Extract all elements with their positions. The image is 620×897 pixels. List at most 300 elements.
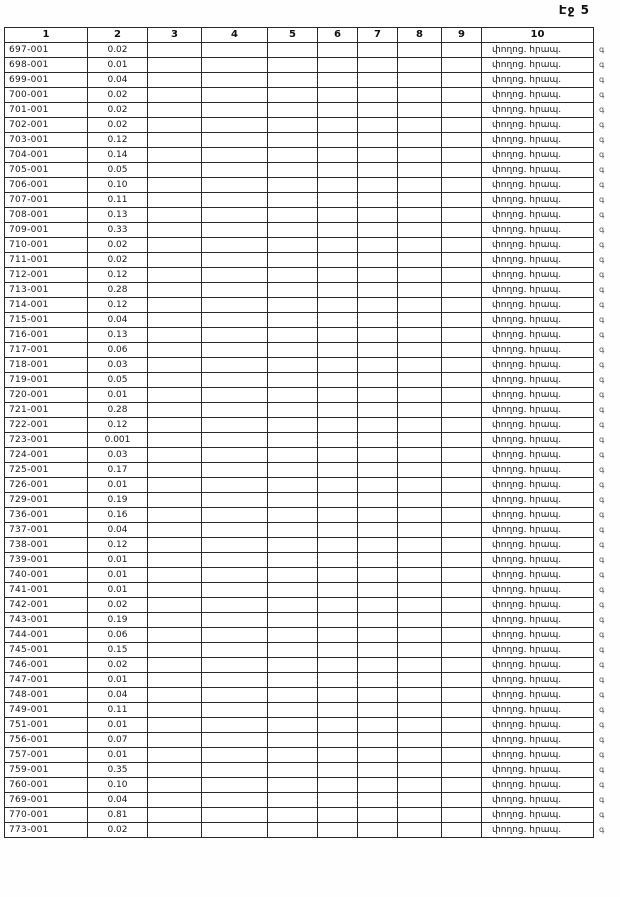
row-id-cell: 745-001 (5, 643, 88, 658)
note-cell: փողոց. հրապ. (482, 688, 594, 703)
empty-cell (442, 358, 482, 373)
empty-cell (442, 508, 482, 523)
empty-cell (318, 538, 358, 553)
value-cell: 0.04 (88, 73, 148, 88)
row-id-cell: 744-001 (5, 628, 88, 643)
empty-cell (148, 613, 202, 628)
value-cell: 0.01 (88, 748, 148, 763)
empty-cell (202, 208, 268, 223)
empty-cell (148, 673, 202, 688)
empty-cell (318, 403, 358, 418)
empty-cell (358, 688, 398, 703)
empty-cell (268, 433, 318, 448)
note-cell: փողոց. հրապ. (482, 283, 594, 298)
note-cell: փողոց. հրապ. (482, 73, 594, 88)
empty-cell (358, 778, 398, 793)
empty-cell (442, 328, 482, 343)
value-cell: 0.02 (88, 823, 148, 838)
note-cell: փողոց. հրապ. (482, 478, 594, 493)
note-cell: փողոց. հրապ. (482, 418, 594, 433)
row-id-cell: 700-001 (5, 88, 88, 103)
note-cell: փողոց. հրապ. (482, 148, 594, 163)
empty-cell (318, 343, 358, 358)
margin-mark: գ (599, 600, 605, 609)
table-row (5, 43, 618, 58)
empty-cell (358, 538, 398, 553)
row-id-cell: 736-001 (5, 508, 88, 523)
empty-cell (398, 823, 442, 838)
empty-cell (148, 523, 202, 538)
empty-cell (202, 88, 268, 103)
empty-cell (442, 268, 482, 283)
margin-mark: գ (599, 285, 605, 294)
value-cell: 0.13 (88, 328, 148, 343)
note-cell: փողոց. հրապ. (482, 703, 594, 718)
row-id-cell: 757-001 (5, 748, 88, 763)
margin-mark: գ (599, 270, 605, 279)
empty-cell (358, 388, 398, 403)
empty-cell (268, 703, 318, 718)
value-cell: 0.13 (88, 208, 148, 223)
empty-cell (268, 688, 318, 703)
empty-cell (442, 163, 482, 178)
empty-cell (442, 703, 482, 718)
empty-cell (268, 568, 318, 583)
margin-mark: գ (599, 570, 605, 579)
margin-mark: գ (599, 585, 605, 594)
margin-mark: գ (599, 825, 605, 834)
row-id-cell: 743-001 (5, 613, 88, 628)
margin-mark: գ (599, 330, 605, 339)
empty-cell (358, 808, 398, 823)
empty-cell (318, 73, 358, 88)
table-row (5, 343, 618, 358)
note-cell: փողոց. հրապ. (482, 808, 594, 823)
empty-cell (268, 283, 318, 298)
value-cell: 0.12 (88, 133, 148, 148)
empty-cell (202, 688, 268, 703)
empty-cell (442, 118, 482, 133)
empty-cell (442, 403, 482, 418)
table-row (5, 88, 618, 103)
table-row (5, 493, 618, 508)
table-header-row (5, 28, 618, 43)
empty-cell (268, 478, 318, 493)
empty-cell (268, 748, 318, 763)
empty-cell (268, 73, 318, 88)
empty-cell (398, 733, 442, 748)
note-cell: փողոց. հրապ. (482, 43, 594, 58)
row-id-cell: 704-001 (5, 148, 88, 163)
empty-cell (202, 148, 268, 163)
margin-mark: գ (599, 765, 605, 774)
margin-mark: գ (599, 525, 605, 534)
note-cell: փողոց. հրապ. (482, 343, 594, 358)
empty-cell (318, 733, 358, 748)
table-row (5, 643, 618, 658)
empty-cell (202, 163, 268, 178)
empty-cell (318, 88, 358, 103)
empty-cell (318, 568, 358, 583)
row-id-cell: 756-001 (5, 733, 88, 748)
empty-cell (442, 793, 482, 808)
row-id-cell: 770-001 (5, 808, 88, 823)
note-cell: փողոց. հրապ. (482, 403, 594, 418)
margin-mark: գ (599, 375, 605, 384)
empty-cell (148, 103, 202, 118)
note-cell: փողոց. հրապ. (482, 238, 594, 253)
empty-cell (398, 778, 442, 793)
note-cell: փողոց. հրապ. (482, 313, 594, 328)
empty-cell (148, 238, 202, 253)
empty-cell (148, 643, 202, 658)
empty-cell (318, 688, 358, 703)
empty-cell (442, 718, 482, 733)
empty-cell (202, 403, 268, 418)
empty-cell (148, 418, 202, 433)
empty-cell (358, 73, 398, 88)
margin-mark: գ (599, 510, 605, 519)
empty-cell (148, 43, 202, 58)
empty-cell (442, 463, 482, 478)
empty-cell (148, 403, 202, 418)
note-cell: փողոց. հրապ. (482, 568, 594, 583)
empty-cell (358, 598, 398, 613)
margin-mark: գ (599, 720, 605, 729)
empty-cell (398, 388, 442, 403)
empty-cell (202, 778, 268, 793)
margin-mark: գ (599, 540, 605, 549)
empty-cell (442, 373, 482, 388)
empty-cell (148, 358, 202, 373)
row-id-cell: 711-001 (5, 253, 88, 268)
empty-cell (318, 418, 358, 433)
empty-cell (148, 73, 202, 88)
value-cell: 0.03 (88, 448, 148, 463)
empty-cell (398, 553, 442, 568)
empty-cell (442, 583, 482, 598)
row-id-cell: 769-001 (5, 793, 88, 808)
empty-cell (398, 703, 442, 718)
empty-cell (268, 208, 318, 223)
margin-mark: գ (599, 45, 605, 54)
note-cell: փողոց. հրապ. (482, 493, 594, 508)
empty-cell (148, 628, 202, 643)
empty-cell (202, 268, 268, 283)
empty-cell (318, 358, 358, 373)
empty-cell (442, 613, 482, 628)
empty-cell (358, 253, 398, 268)
row-id-cell: 707-001 (5, 193, 88, 208)
empty-cell (358, 673, 398, 688)
value-cell: 0.11 (88, 703, 148, 718)
note-cell: փողոց. հրապ. (482, 628, 594, 643)
margin-mark: գ (599, 180, 605, 189)
value-cell: 0.04 (88, 523, 148, 538)
empty-cell (268, 553, 318, 568)
empty-cell (318, 433, 358, 448)
empty-cell (442, 283, 482, 298)
margin-mark: գ (599, 165, 605, 174)
note-cell: փողոց. հրապ. (482, 763, 594, 778)
empty-cell (318, 58, 358, 73)
margin-mark: գ (599, 90, 605, 99)
value-cell: 0.19 (88, 613, 148, 628)
table-row (5, 613, 618, 628)
empty-cell (202, 133, 268, 148)
note-cell: փողոց. հրապ. (482, 463, 594, 478)
empty-cell (268, 463, 318, 478)
empty-cell (268, 388, 318, 403)
empty-cell (442, 313, 482, 328)
empty-cell (358, 403, 398, 418)
empty-cell (318, 583, 358, 598)
margin-mark: գ (599, 315, 605, 324)
empty-cell (202, 598, 268, 613)
row-id-cell: 773-001 (5, 823, 88, 838)
margin-mark: գ (599, 750, 605, 759)
table-row (5, 538, 618, 553)
empty-cell (398, 613, 442, 628)
table-row (5, 403, 618, 418)
empty-cell (398, 463, 442, 478)
empty-cell (358, 238, 398, 253)
empty-cell (202, 508, 268, 523)
empty-cell (318, 763, 358, 778)
empty-cell (318, 508, 358, 523)
empty-cell (268, 538, 318, 553)
empty-cell (268, 718, 318, 733)
empty-cell (268, 583, 318, 598)
empty-cell (398, 658, 442, 673)
empty-cell (358, 103, 398, 118)
table-row (5, 733, 618, 748)
empty-cell (148, 388, 202, 403)
note-cell: փողոց. հրապ. (482, 718, 594, 733)
row-id-cell: 725-001 (5, 463, 88, 478)
empty-cell (318, 43, 358, 58)
empty-cell (398, 358, 442, 373)
column-header: 7 (358, 28, 398, 43)
table-row (5, 463, 618, 478)
empty-cell (268, 418, 318, 433)
margin-mark: գ (599, 300, 605, 309)
empty-cell (148, 553, 202, 568)
value-cell: 0.02 (88, 238, 148, 253)
empty-cell (358, 148, 398, 163)
empty-cell (398, 403, 442, 418)
note-cell: փողոց. հրապ. (482, 58, 594, 73)
table-row (5, 718, 618, 733)
margin-mark: գ (599, 210, 605, 219)
empty-cell (442, 643, 482, 658)
table-row (5, 223, 618, 238)
table-row (5, 238, 618, 253)
empty-cell (358, 568, 398, 583)
empty-cell (268, 223, 318, 238)
note-cell: փողոց. հրապ. (482, 253, 594, 268)
empty-cell (148, 538, 202, 553)
empty-cell (358, 613, 398, 628)
row-id-cell: 717-001 (5, 343, 88, 358)
empty-cell (202, 493, 268, 508)
value-cell: 0.02 (88, 118, 148, 133)
empty-cell (398, 73, 442, 88)
row-id-cell: 738-001 (5, 538, 88, 553)
empty-cell (268, 313, 318, 328)
empty-cell (358, 223, 398, 238)
empty-cell (148, 658, 202, 673)
empty-cell (358, 328, 398, 343)
empty-cell (202, 613, 268, 628)
note-cell: փողոց. հրապ. (482, 523, 594, 538)
row-id-cell: 759-001 (5, 763, 88, 778)
empty-cell (202, 568, 268, 583)
empty-cell (398, 238, 442, 253)
row-id-cell: 702-001 (5, 118, 88, 133)
empty-cell (318, 103, 358, 118)
empty-cell (268, 88, 318, 103)
value-cell: 0.06 (88, 628, 148, 643)
empty-cell (148, 253, 202, 268)
empty-cell (202, 748, 268, 763)
table-row (5, 103, 618, 118)
empty-cell (202, 283, 268, 298)
empty-cell (202, 433, 268, 448)
empty-cell (318, 778, 358, 793)
table-body (5, 43, 618, 838)
empty-cell (318, 118, 358, 133)
empty-cell (398, 763, 442, 778)
empty-cell (268, 733, 318, 748)
empty-cell (148, 298, 202, 313)
empty-cell (148, 268, 202, 283)
row-id-cell: 716-001 (5, 328, 88, 343)
note-cell: փողոց. հրապ. (482, 178, 594, 193)
margin-mark: գ (599, 435, 605, 444)
empty-cell (398, 418, 442, 433)
value-cell: 0.06 (88, 343, 148, 358)
empty-cell (358, 733, 398, 748)
empty-cell (398, 103, 442, 118)
empty-cell (202, 523, 268, 538)
empty-cell (202, 538, 268, 553)
empty-cell (442, 73, 482, 88)
empty-cell (358, 433, 398, 448)
empty-cell (318, 643, 358, 658)
empty-cell (358, 268, 398, 283)
value-cell: 0.02 (88, 103, 148, 118)
table-row (5, 628, 618, 643)
margin-mark: գ (599, 420, 605, 429)
empty-cell (398, 118, 442, 133)
note-cell: փողոց. հրապ. (482, 193, 594, 208)
note-cell: փողոց. հրապ. (482, 538, 594, 553)
note-cell: փողոց. հրապ. (482, 433, 594, 448)
table-row (5, 823, 618, 838)
empty-cell (398, 688, 442, 703)
margin-mark: գ (599, 225, 605, 234)
margin-mark: գ (599, 345, 605, 354)
value-cell: 0.11 (88, 193, 148, 208)
note-cell: փողոց. հրապ. (482, 598, 594, 613)
empty-cell (442, 343, 482, 358)
empty-cell (202, 793, 268, 808)
note-cell: փողոց. հրապ. (482, 673, 594, 688)
margin-mark: գ (599, 255, 605, 264)
empty-cell (318, 283, 358, 298)
value-cell: 0.04 (88, 313, 148, 328)
data-table (4, 27, 618, 838)
empty-cell (398, 148, 442, 163)
empty-cell (318, 268, 358, 283)
empty-cell (442, 733, 482, 748)
table-row (5, 478, 618, 493)
empty-cell (442, 253, 482, 268)
empty-cell (358, 358, 398, 373)
empty-cell (148, 508, 202, 523)
empty-cell (442, 538, 482, 553)
note-cell: փողոց. հրապ. (482, 163, 594, 178)
margin-mark: գ (599, 135, 605, 144)
table-row (5, 793, 618, 808)
note-cell: փողոց. հրապ. (482, 733, 594, 748)
empty-cell (202, 763, 268, 778)
empty-cell (442, 763, 482, 778)
column-header: 1 (5, 28, 88, 43)
value-cell: 0.001 (88, 433, 148, 448)
empty-cell (358, 283, 398, 298)
empty-cell (148, 343, 202, 358)
empty-cell (358, 58, 398, 73)
table-row (5, 73, 618, 88)
empty-cell (202, 343, 268, 358)
empty-cell (398, 223, 442, 238)
value-cell: 0.03 (88, 358, 148, 373)
empty-cell (398, 43, 442, 58)
empty-cell (398, 178, 442, 193)
empty-cell (442, 673, 482, 688)
table-row (5, 298, 618, 313)
note-cell: փողոց. հրապ. (482, 778, 594, 793)
empty-cell (442, 43, 482, 58)
empty-cell (202, 463, 268, 478)
empty-cell (442, 823, 482, 838)
empty-cell (358, 793, 398, 808)
empty-cell (442, 598, 482, 613)
column-header: 8 (398, 28, 442, 43)
value-cell: 0.02 (88, 253, 148, 268)
empty-cell (268, 613, 318, 628)
row-id-cell: 713-001 (5, 283, 88, 298)
empty-cell (202, 628, 268, 643)
empty-cell (268, 403, 318, 418)
row-id-cell: 760-001 (5, 778, 88, 793)
empty-cell (318, 253, 358, 268)
empty-cell (358, 583, 398, 598)
row-id-cell: 726-001 (5, 478, 88, 493)
empty-cell (148, 583, 202, 598)
value-cell: 0.01 (88, 718, 148, 733)
note-cell: փողոց. հրապ. (482, 223, 594, 238)
empty-cell (358, 43, 398, 58)
empty-cell (268, 823, 318, 838)
empty-cell (268, 238, 318, 253)
row-id-cell: 709-001 (5, 223, 88, 238)
empty-cell (268, 118, 318, 133)
empty-cell (442, 88, 482, 103)
empty-cell (148, 223, 202, 238)
